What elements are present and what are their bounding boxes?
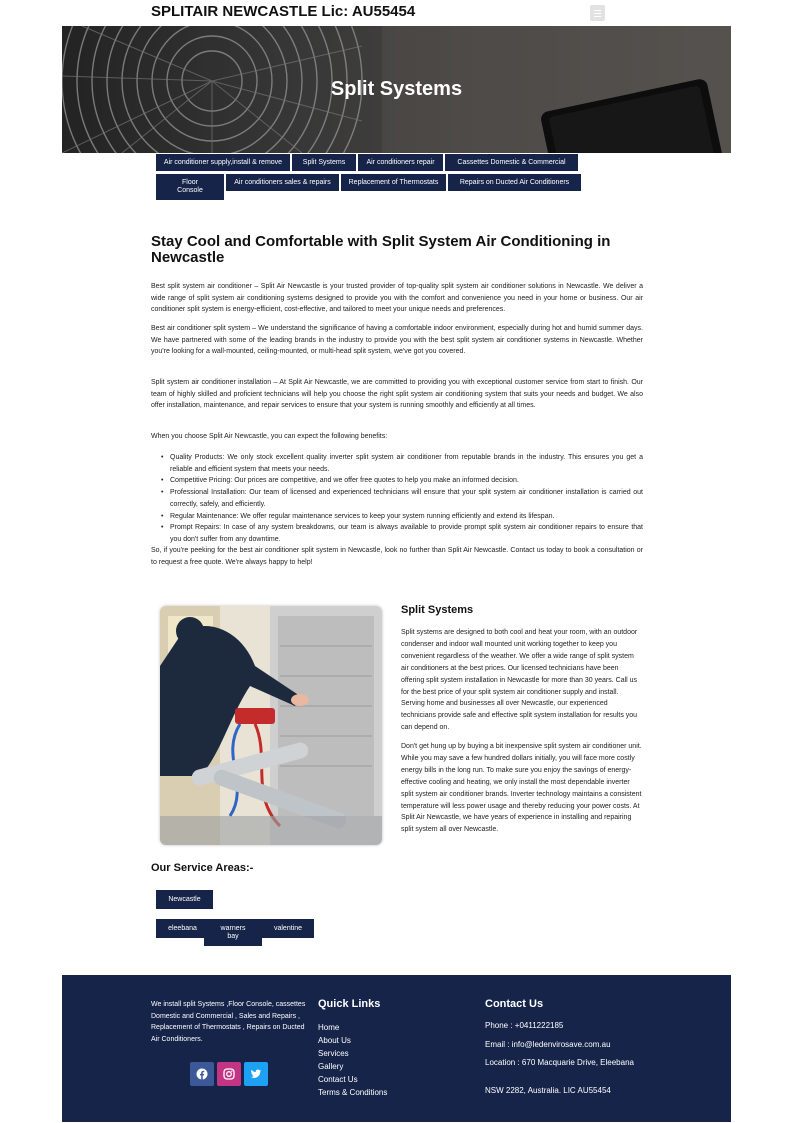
contact-email[interactable]: Email : info@ledenvirosave.com.au <box>485 1040 611 1049</box>
nav-item-split-systems[interactable]: Split Systems <box>292 154 356 171</box>
nav-item-floor-console[interactable]: Floor Console <box>156 174 224 200</box>
site-title[interactable]: SPLITAIR NEWCASTLE Lic: AU55454 <box>151 3 416 20</box>
twitter-icon[interactable] <box>244 1062 268 1086</box>
contact-heading: Contact Us <box>485 998 544 1010</box>
area-button-newcastle[interactable]: Newcastle <box>156 890 213 909</box>
nav-item-supply-install[interactable]: Air conditioner supply,install & remove <box>156 154 290 171</box>
footer-link-services[interactable]: Services <box>318 1049 349 1058</box>
footer-link-about[interactable]: About Us <box>318 1036 351 1045</box>
instagram-icon[interactable] <box>217 1062 241 1086</box>
list-item: • Quality Products: We only stock excellent quality inverter split system air conditioner from reputable brands in the industry. This ensures you get a reliable and efficient system that meets your needs. <box>159 452 643 475</box>
list-item: • Professional Installation: Our team of licensed and experienced technicians will ensure that your split system air conditioner installation is carried out correctly, safely, and efficiently. <box>159 487 643 510</box>
footer-link-home[interactable]: Home <box>318 1023 340 1032</box>
list-item: • Prompt Repairs: In case of any system breakdowns, our team is always available to provide prompt split system air conditioner repairs to ensure that you don't suffer from any downtime. <box>159 522 643 545</box>
footer-link-contact[interactable]: Contact Us <box>318 1075 358 1084</box>
technician-photo <box>160 606 382 845</box>
nav-item-sales-repairs[interactable]: Air conditioners sales & repairs <box>226 174 339 191</box>
paragraph-installation: Split system air conditioner installation – At Split Air Newcastle, we are committed to providing you with exceptional customer service from start to finish. Our team of highly skilled and proficient technicians will help you choose the right split system air conditioning system that suits your needs and budget. We also offer installation, maintenance, and repair services to ensure that your system is running smoothly and efficiently at all times. <box>151 379 643 410</box>
paragraph-benefits-intro: When you choose Split Air Newcastle, you can expect the following benefits: <box>151 433 388 440</box>
paragraph-comfort: Best air conditioner split system – We understand the significance of having a comfortable indoor environment, especially during hot and humid summer days. We have partnered with some of the leading brands in the industry to provide you with the best split system air conditioner systems in Newcastle. Whether you're looking for a wall-mounted, ceiling-mounted, or multi-head split system, we've got you covered. <box>151 325 643 356</box>
top-bar <box>151 3 606 23</box>
nav-item-cassettes[interactable]: Cassettes Domestic & Commercial <box>445 154 578 171</box>
area-button-valentine[interactable]: valentine <box>262 919 314 938</box>
page-heading: Stay Cool and Comfortable with Split System Air Conditioning in Newcastle <box>151 233 611 266</box>
quick-links-heading: Quick Links <box>318 998 381 1010</box>
hero-title: Split Systems <box>330 78 463 100</box>
footer-about-text: We install split Systems ,Floor Console, cassettes Domestic and Commercial , Sales and Repairs , Replacement of Thermostats , Repairs on Ducted Air Conditioners. <box>151 1001 306 1044</box>
area-button-eleebana[interactable]: eleebana <box>156 919 209 938</box>
facebook-icon[interactable] <box>190 1062 214 1086</box>
split-systems-paragraph-2: Don't get hung up by buying a bit inexpensive split system air conditioner unit. While you may save a few hundred dollars initially, you will face more costly energy bills in the long run. To make sure you enjoy the savings of energy-effective cooling and heating, we only install the most dependable inverter split system air conditioner brands. Inverter technology maintains a consistent temperature will less power usage and thereby reducing your power costs. At Split Air Newcastle, we have years of experience in installing and repairing split system all over Newcastle. <box>401 743 642 834</box>
hamburger-menu-icon[interactable] <box>590 5 605 21</box>
split-systems-heading: Split Systems <box>401 604 474 616</box>
nav-item-ducted-repairs[interactable]: Repairs on Ducted Air Conditioners <box>448 174 581 191</box>
list-item: • Regular Maintenance: We offer regular maintenance services to keep your system running efficiently and extend its lifespan. <box>159 511 643 523</box>
contact-address: NSW 2282, Australia. LIC AU55454 <box>485 1086 611 1095</box>
nav-item-air-conditioners-repair[interactable]: Air conditioners repair <box>358 154 443 171</box>
split-systems-paragraph-1: Split systems are designed to both cool and heat your room, with an outdoor condenser and indoor wall mounted unit working together to keep you convenient regardless of the weather. We offer a wide range of split system air conditioners at the best prices. Our licensed technicians have been offering split system installation in Newcastle for more than 30 years. Call us for the best price of your split system air conditioner supply and install. Serving home and businesses all over Newcastle, our experienced technicians provide safe and effective split system installation for results you can depend on. <box>401 629 638 732</box>
benefits-list <box>159 452 643 546</box>
footer <box>62 975 731 1122</box>
service-areas-heading: Our Service Areas:- <box>151 862 254 874</box>
area-button-warners-bay[interactable]: warners bay <box>204 919 262 946</box>
intro-paragraph: Best split system air conditioner – Split Air Newcastle is your trusted provider of top-quality split system air conditioner solutions in Newcastle. We deliver a wide range of split system air conditioning systems designed to provide you with the comfort and convenience you need in your home or business. Our air conditioner split system is energy-efficient, cost-effective, and tailored to meet your unique needs and preferences. <box>151 283 643 314</box>
closing-paragraph: So, if you're peeking for the best air conditioner split system in Newcastle, look no further than Split Air Newcastle. Contact us today to book a consultation or to request a free quote. We're always happy to help! <box>151 547 643 566</box>
contact-location: Location : 670 Macquarie Drive, Eleebana <box>485 1058 634 1067</box>
hero-banner <box>62 26 731 153</box>
list-item: • Competitive Pricing: Our prices are competitive, and we offer free quotes to help you make an informed decision. <box>159 475 643 487</box>
footer-link-gallery[interactable]: Gallery <box>318 1062 344 1071</box>
nav-item-thermostats[interactable]: Replacement of Thermostats <box>341 174 446 191</box>
contact-phone[interactable]: Phone : +0411222185 <box>485 1021 564 1030</box>
footer-link-terms[interactable]: Terms & Conditions <box>318 1088 388 1097</box>
